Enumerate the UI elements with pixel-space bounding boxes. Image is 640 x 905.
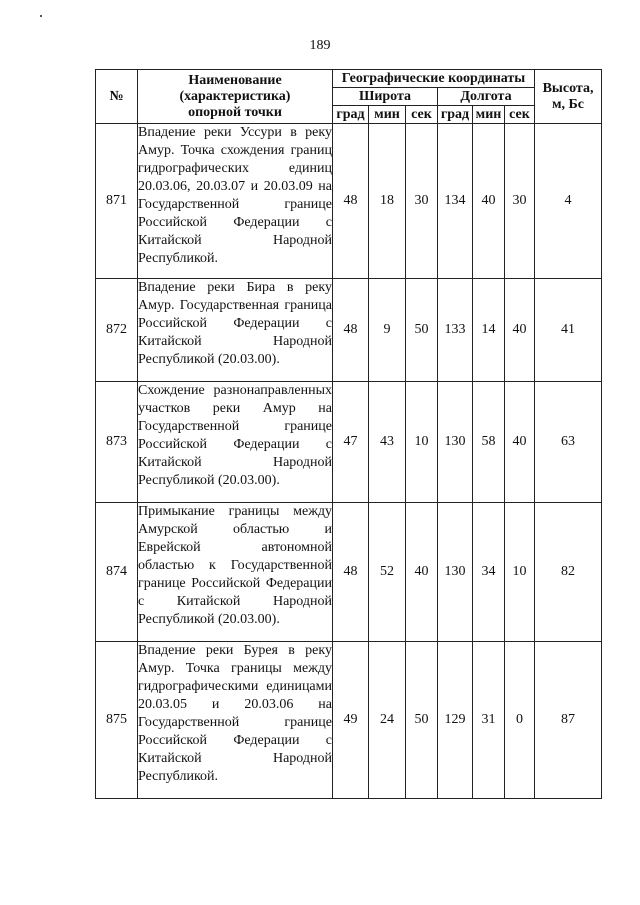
- header-number: №: [96, 70, 138, 124]
- row-description: Примыкание границы между Амурской областью и Еврейской автономной областью к Государственной границе Российской Федерации с Китайской Народной Республикой (20.03.00).: [138, 503, 333, 642]
- row-lon-min: 34: [473, 503, 505, 642]
- row-height: 87: [535, 642, 602, 799]
- header-height-line1: Высота,: [542, 80, 594, 96]
- row-lat-deg: 48: [333, 503, 369, 642]
- row-number: 872: [96, 279, 138, 382]
- row-lon-min: 40: [473, 124, 505, 279]
- header-latitude: Широта: [333, 88, 438, 106]
- header-lon-min: мин: [473, 106, 505, 124]
- row-lat-deg: 48: [333, 279, 369, 382]
- row-lat-sec: 10: [406, 382, 438, 503]
- row-description: Впадение реки Бурея в реку Амур. Точка границы между гидрографическими единицами 20.03.05 и 20.03.06 на Государственной границе Российской Федерации с Китайской Народной Республикой.: [138, 642, 333, 799]
- row-lat-sec: 30: [406, 124, 438, 279]
- header-longitude: Долгота: [438, 88, 535, 106]
- row-lat-deg: 48: [333, 124, 369, 279]
- header-lat-deg: град: [333, 106, 369, 124]
- scan-speck: [40, 15, 42, 17]
- row-lon-sec: 0: [505, 642, 535, 799]
- row-number: 874: [96, 503, 138, 642]
- header-lon-deg: град: [438, 106, 473, 124]
- row-lon-deg: 129: [438, 642, 473, 799]
- row-lat-sec: 50: [406, 642, 438, 799]
- header-geo: Географические координаты: [333, 70, 535, 88]
- row-height: 4: [535, 124, 602, 279]
- header-name-line2: (характеристика): [179, 88, 291, 104]
- page-number: 189: [309, 38, 331, 53]
- table-row: [96, 124, 602, 279]
- row-lat-deg: 47: [333, 382, 369, 503]
- row-lon-sec: 10: [505, 503, 535, 642]
- row-number: 871: [96, 124, 138, 279]
- row-lon-deg: 130: [438, 382, 473, 503]
- row-lon-deg: 130: [438, 503, 473, 642]
- coordinates-table: [95, 69, 602, 799]
- header-name-line1: Наименование: [188, 72, 282, 88]
- header-height: [535, 70, 602, 124]
- row-lat-min: 9: [369, 279, 406, 382]
- table-row: [96, 382, 602, 503]
- row-description: Впадение реки Бира в реку Амур. Государственная граница Российской Федерации с Китайской Народной Республикой (20.03.00).: [138, 279, 333, 382]
- row-lon-min: 31: [473, 642, 505, 799]
- row-number: 873: [96, 382, 138, 503]
- row-lon-min: 14: [473, 279, 505, 382]
- table-row: [96, 642, 602, 799]
- row-lon-min: 58: [473, 382, 505, 503]
- header-lat-min: мин: [369, 106, 406, 124]
- row-lat-sec: 50: [406, 279, 438, 382]
- row-lat-deg: 49: [333, 642, 369, 799]
- row-lon-sec: 30: [505, 124, 535, 279]
- table-header: [96, 70, 602, 124]
- table-row: [96, 503, 602, 642]
- row-lon-deg: 133: [438, 279, 473, 382]
- row-lon-sec: 40: [505, 279, 535, 382]
- row-lat-min: 24: [369, 642, 406, 799]
- header-lon-sec: сек: [505, 106, 535, 124]
- row-lat-min: 52: [369, 503, 406, 642]
- header-height-line2: м, Бс: [552, 96, 585, 112]
- row-description: Впадение реки Уссури в реку Амур. Точка схождения границ гидрографических единиц 20.03.06, 20.03.07 и 20.03.09 на Государственной границе Российской Федерации с Китайской Народной Республикой.: [138, 124, 333, 279]
- row-lat-min: 18: [369, 124, 406, 279]
- row-height: 41: [535, 279, 602, 382]
- row-description: Схождение разнонаправленных участков реки Амур на Государственной границе Российской Федерации с Китайской Народной Республикой (20.03.00).: [138, 382, 333, 503]
- row-height: 82: [535, 503, 602, 642]
- row-number: 875: [96, 642, 138, 799]
- header-name-line3: опорной точки: [188, 104, 282, 120]
- row-lon-deg: 134: [438, 124, 473, 279]
- row-lat-min: 43: [369, 382, 406, 503]
- row-lon-sec: 40: [505, 382, 535, 503]
- header-name: [138, 70, 333, 124]
- header-lat-sec: сек: [406, 106, 438, 124]
- row-height: 63: [535, 382, 602, 503]
- table-row: [96, 279, 602, 382]
- row-lat-sec: 40: [406, 503, 438, 642]
- table-body: [96, 124, 602, 799]
